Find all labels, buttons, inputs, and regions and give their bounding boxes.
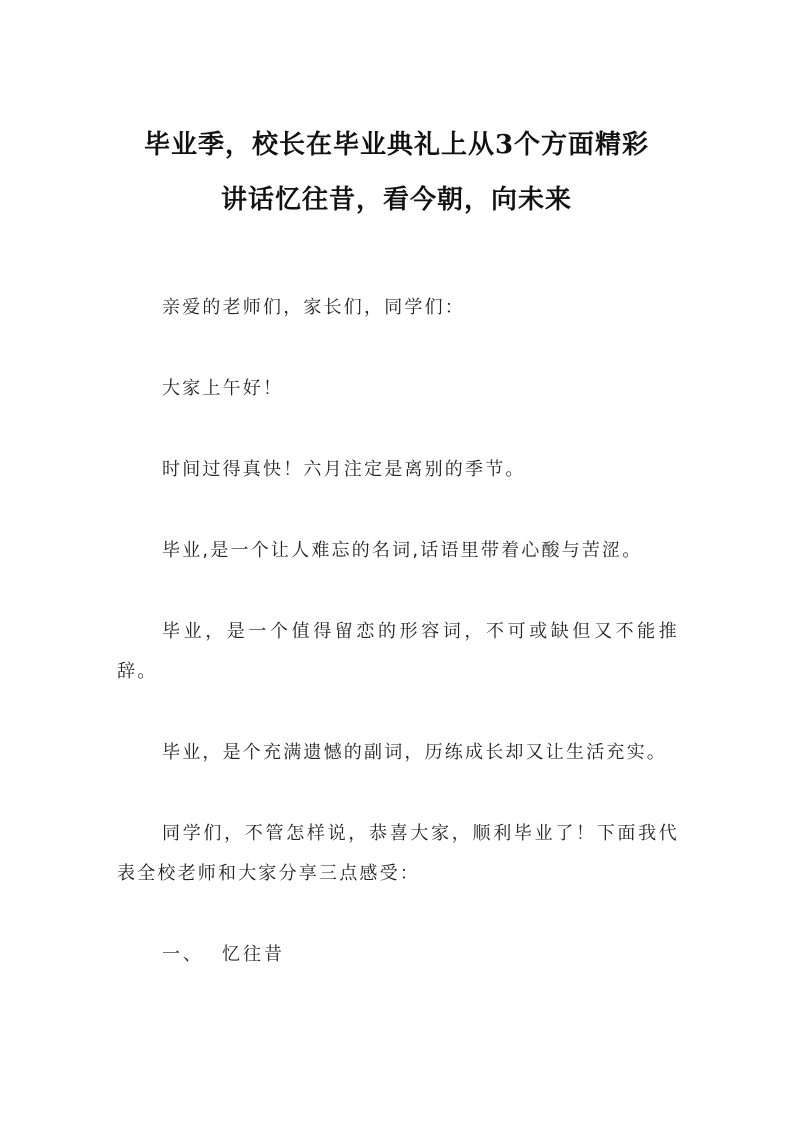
document-title <box>100 118 693 228</box>
section-heading-text: 忆往昔 <box>222 944 285 965</box>
body-paragraph: 毕业，是一个值得留恋的形容词，不可或缺但又不能推辞。 <box>117 621 679 682</box>
body-paragraph: 同学们，不管怎样说，恭喜大家，顺利毕业了！下面我代表全校老师和大家分享三点感受： <box>117 823 679 884</box>
title-line-1: 毕业季，校长在毕业典礼上从3个方面精彩 <box>143 130 650 160</box>
section-number: 一、 <box>162 944 204 965</box>
document-body <box>117 288 679 1016</box>
section-heading <box>117 935 679 975</box>
greeting-paragraph: 大家上午好！ <box>162 378 284 399</box>
title-line-2: 讲话忆往昔，看今朝，向未来 <box>220 185 572 215</box>
body-paragraph: 时间过得真快！六月注定是离别的季节。 <box>162 459 526 480</box>
salutation-paragraph: 亲爱的老师们，家长们，同学们： <box>162 297 465 318</box>
body-paragraph: 毕业，是个充满遗憾的副词，历练成长却又让生活充实。 <box>162 742 667 763</box>
body-paragraph: 毕业,是一个让人难忘的名词,话语里带着心酸与苦涩。 <box>162 540 643 561</box>
